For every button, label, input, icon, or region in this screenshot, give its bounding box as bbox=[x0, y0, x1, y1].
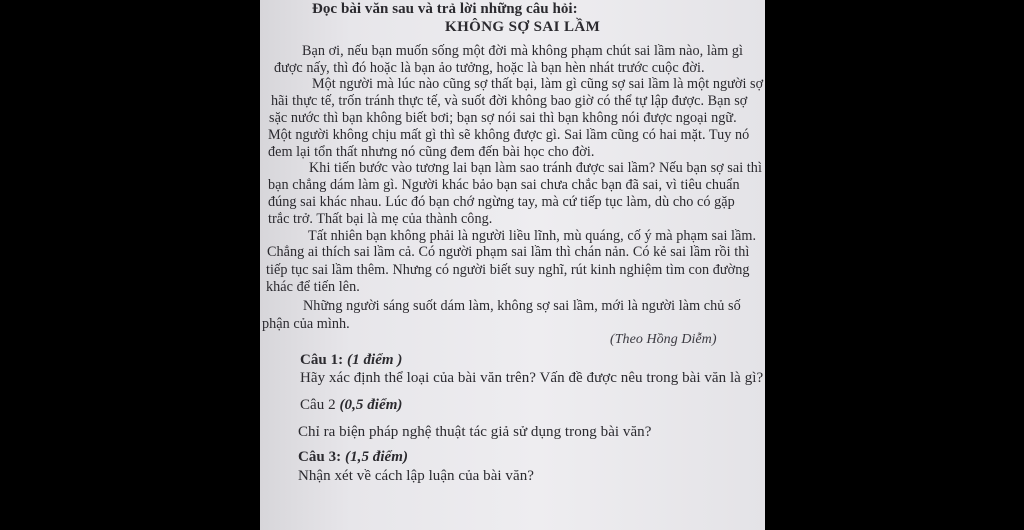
citation: (Theo Hồng Diễm) bbox=[610, 332, 717, 347]
essay-line: Những người sáng suốt dám làm, không sợ sai lầm, mới là người làm chủ số bbox=[303, 298, 741, 314]
question-label: Câu 2 bbox=[300, 397, 336, 413]
question-2-text: Chỉ ra biện pháp nghệ thuật tác giả sử dụng trong bài văn? bbox=[298, 424, 652, 440]
essay-line: sặc nước thì bạn không biết bơi; bạn sợ nói sai thì bạn không nói được ngoại ngữ. bbox=[269, 110, 737, 126]
essay-line: Bạn ơi, nếu bạn muốn sống một đời mà không phạm chút sai lầm nào, làm gì bbox=[302, 43, 744, 59]
essay-line: Chẳng ai thích sai lầm cả. Có người phạm sai lầm thì chán nản. Có kẻ sai lầm rồi thì bbox=[267, 244, 750, 260]
question-2-heading bbox=[300, 396, 402, 414]
essay-line: khác để tiến lên. bbox=[266, 279, 360, 295]
question-points: (1 điểm ) bbox=[347, 352, 403, 368]
instruction-heading: Đọc bài văn sau và trả lời những câu hỏi: bbox=[312, 1, 578, 17]
essay-line: đúng sai khác nhau. Lúc đó bạn chớ ngừng tay, mà cứ tiếp tục làm, dù cho có gặp bbox=[268, 194, 735, 210]
essay-line: đem lại tổn thất nhưng nó cũng đem đến bài học cho đời. bbox=[268, 144, 595, 160]
question-1-heading bbox=[300, 351, 402, 369]
question-label: Câu 1: bbox=[300, 352, 344, 368]
essay-line: Khi tiến bước vào tương lai bạn làm sao tránh được sai lầm? Nếu bạn sợ sai thì bbox=[309, 160, 762, 176]
question-1-text: Hãy xác định thể loại của bài văn trên? Vấn đề được nêu trong bài văn là gì? bbox=[300, 370, 764, 386]
question-3-text: Nhận xét về cách lập luận của bài văn? bbox=[298, 468, 534, 484]
question-points: (0,5 điểm) bbox=[339, 397, 403, 413]
essay-line: được nấy, thì đó hoặc là bạn ảo tưởng, hoặc là bạn hèn nhát trước cuộc đời. bbox=[274, 60, 705, 76]
question-points: (1,5 điểm) bbox=[345, 449, 409, 465]
essay-line: bạn chẳng dám làm gì. Người khác bảo bạn sai chưa chắc bạn đã sai, vì tiêu chuẩn bbox=[268, 177, 740, 193]
paper-sheet bbox=[260, 0, 765, 530]
essay-line: Một người không chịu mất gì thì sẽ không được gì. Sai lầm cũng có hai mặt. Tuy nó bbox=[268, 127, 750, 143]
question-3-heading bbox=[298, 448, 408, 466]
essay-line: Một người mà lúc nào cũng sợ thất bại, làm gì cũng sợ sai lầm là một người sợ bbox=[312, 76, 764, 92]
essay-line: trắc trở. Thất bại là mẹ của thành công. bbox=[268, 211, 493, 227]
essay-line: Tất nhiên bạn không phải là người liều lĩnh, mù quáng, cố ý mà phạm sai lầm. bbox=[308, 228, 757, 244]
essay-line: tiếp tục sai lầm thêm. Nhưng có người biết suy nghĩ, rút kinh nghiệm tìm con đường bbox=[266, 262, 750, 278]
essay-line: phận của mình. bbox=[262, 316, 350, 332]
essay-line: hãi thực tế, trốn tránh thực tế, và suốt đời không bao giờ có thể tự lập được. Bạn sợ bbox=[271, 93, 748, 109]
question-label: Câu 3: bbox=[298, 449, 342, 465]
essay-title: KHÔNG SỢ SAI LẦM bbox=[445, 19, 601, 35]
